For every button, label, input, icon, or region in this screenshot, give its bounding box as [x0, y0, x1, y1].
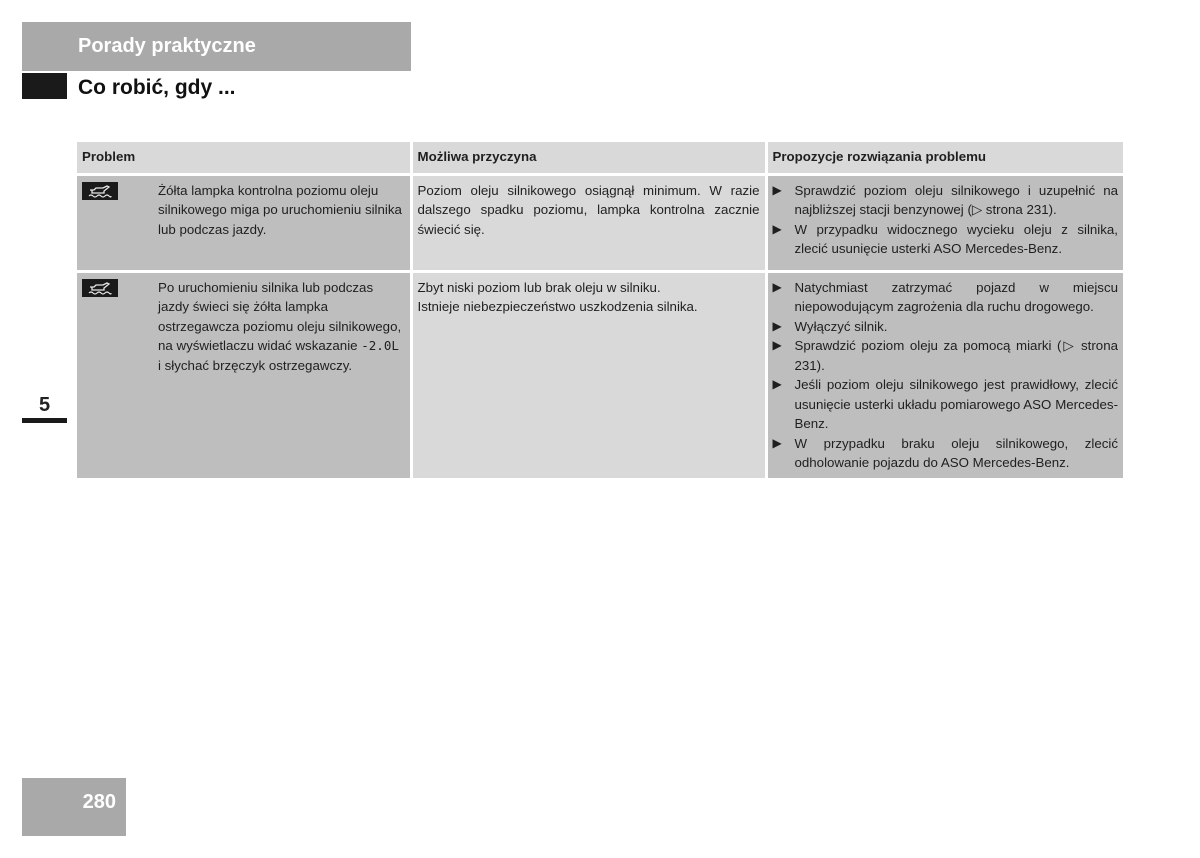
problem-cell — [77, 174, 411, 271]
table-row — [77, 174, 1123, 271]
cause-cell — [411, 271, 766, 478]
display-reading: -2.0L — [361, 338, 399, 353]
solution-item — [773, 336, 1119, 375]
solution-text: W przypadku braku oleju silnikowego, zlecić odholowanie pojazdu do ASO Mercedes-Benz. — [794, 435, 1118, 470]
bullet-arrow-icon: ▶ — [772, 338, 782, 352]
problem-text-part: Po uruchomieniu silnika lub podczas jazdy świeci się żółta lampka ostrzegawcza poziomu oleju silnikowego, na wyświetlaczu widać wskazanie — [158, 279, 402, 353]
column-header-solution: Propozycje rozwiązania problemu — [766, 142, 1123, 174]
problem-text: Żółta lampka kontrolna poziomu oleju silnikowego miga po uruchomieniu silnika lub podczas jazdy. — [158, 182, 402, 237]
solution-text: Sprawdzić poziom oleju za pomocą miarki (▷ strona 231). — [794, 338, 1118, 373]
bullet-arrow-icon: ▶ — [772, 377, 782, 391]
bullet-arrow-icon: ▶ — [772, 435, 782, 450]
solution-cell — [766, 271, 1123, 478]
chapter-number: 5 — [38, 394, 51, 416]
solution-item — [773, 181, 1119, 220]
solution-text: Natychmiast zatrzymać pojazd w miejscu niepowodującym zagrożenia dla ruchu drogowego. — [794, 279, 1118, 314]
cause-text: Poziom oleju silnikowego osiągnął minimum. W razie dalszego spadku poziomu, lampka kontrolna zacznie świecić się. — [417, 182, 760, 237]
solution-item — [773, 278, 1119, 317]
bullet-arrow-icon: ▶ — [772, 221, 782, 236]
oil-level-warning-lamp-icon — [82, 279, 118, 297]
solution-item — [773, 317, 1119, 337]
bullet-arrow-icon: ▶ — [772, 318, 782, 333]
solution-text: Wyłączyć silnik. — [794, 318, 888, 334]
solution-item — [773, 375, 1119, 434]
section-marker — [22, 73, 67, 99]
solution-item — [773, 434, 1119, 473]
troubleshooting-table — [77, 142, 1123, 478]
table-row — [77, 271, 1123, 478]
problem-text — [158, 278, 405, 376]
page-subtitle: Co robić, gdy ... — [78, 76, 236, 99]
chapter-marker-line — [22, 418, 67, 423]
table-header-row — [77, 142, 1123, 174]
solution-item — [773, 220, 1119, 259]
cause-line: Zbyt niski poziom lub brak oleju w silniku. — [417, 279, 661, 295]
page-number: 280 — [22, 778, 126, 836]
bullet-arrow-icon: ▶ — [772, 182, 782, 197]
column-header-problem: Problem — [77, 142, 411, 174]
solution-text: W przypadku widocznego wycieku oleju z silnika, zlecić usunięcie usterki ASO Mercedes-Benz. — [794, 221, 1118, 256]
solution-text: Sprawdzić poziom oleju silnikowego i uzupełnić na najbliższej stacji benzynowej (▷ strona 231). — [794, 182, 1118, 217]
column-header-cause: Możliwa przyczyna — [411, 142, 766, 174]
bullet-arrow-icon: ▶ — [772, 279, 782, 294]
section-title: Porady praktyczne — [22, 22, 411, 71]
cause-cell — [411, 174, 766, 271]
solution-cell — [766, 174, 1123, 271]
oil-level-warning-lamp-icon — [82, 182, 118, 200]
cause-line: Istnieje niebezpieczeństwo uszkodzenia silnika. — [417, 299, 698, 314]
solution-text: Jeśli poziom oleju silnikowego jest prawidłowy, zlecić usunięcie usterki układu pomiarowego ASO Mercedes-Benz. — [794, 377, 1118, 431]
problem-text-part: i słychać brzęczyk ostrzegawczy. — [158, 357, 353, 373]
problem-cell — [77, 271, 411, 478]
